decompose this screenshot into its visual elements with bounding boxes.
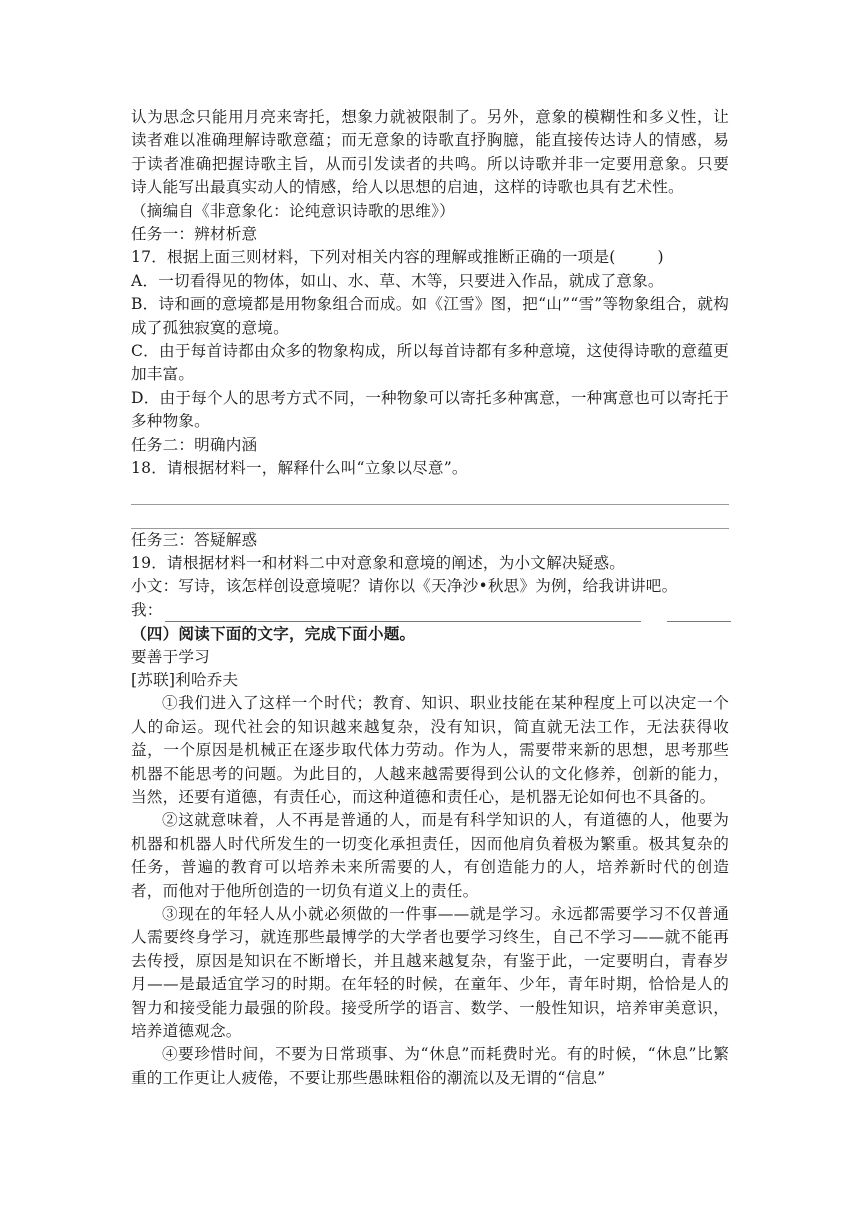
article-paragraph: ③现在的年轻人从小就必须做的一件事——就是学习。永远都需要学习不仅普通人需要终身学习，就连那些最博学的大学者也要学习终生，自己不学习——就不能再去传授，原因是知识在不断增长，并且越来越复杂，有鉴于此，一定要明白，青春岁月——是最适宜学习的时期。在年轻的时候，在童年、少年，青年时期，恰恰是人的智力和接受能力最强的阶段。接受所学的语言、数学、一般性知识，培养审美意识，培养道德观念。 bbox=[131, 905, 729, 1041]
document-page bbox=[131, 106, 729, 1090]
source-citation: （摘编自《非意象化：论纯意识诗歌的思维》） bbox=[131, 201, 455, 220]
question-18: 18．请根据材料一，解释什么叫“立象以尽意”。 bbox=[131, 459, 468, 478]
option-d: D．由于每个人的思考方式不同，一种物象可以寄托多种寓意，一种寓意也可以寄托于多种物象。 bbox=[131, 388, 729, 431]
answer-line[interactable] bbox=[131, 481, 729, 505]
article-paragraph: ④要珍惜时间，不要为日常琐事、为“休息”而耗费时光。有的时候，“休息”比繁重的工作更让人疲倦，不要让那些愚昧粗俗的潮流以及无谓的“信息” bbox=[131, 1045, 729, 1087]
answer-line[interactable] bbox=[667, 603, 731, 622]
article-author: [苏联]利哈乔夫 bbox=[131, 670, 239, 689]
me-answer-row bbox=[131, 599, 729, 622]
task1-title: 任务一：辨材析意 bbox=[131, 225, 258, 244]
q17-stem-close: ) bbox=[657, 248, 664, 267]
article-title: 要善于学习 bbox=[131, 647, 210, 666]
task2-title: 任务二：明确内涵 bbox=[131, 435, 258, 454]
section4-heading: （四）阅读下面的文字，完成下面小题。 bbox=[131, 624, 416, 644]
answer-line[interactable] bbox=[131, 505, 729, 529]
me-label: 我： bbox=[131, 600, 163, 619]
option-c: C．由于每首诗都由众多的物象构成，所以每首诗都有多种意境，这使得诗歌的意蕴更加丰富。 bbox=[131, 342, 729, 384]
article-paragraph: ②这就意味着，人不再是普通的人，而是有科学知识的人，有道德的人，他要为机器和机器人时代所发生的一切变化承担责任，因而他肩负着极为繁重。极其复杂的任务，普遍的教育可以培养未来所需要的人，有创造能力的人，培养新时代的创造者，而他对于他所创造的一切负有道义上的责任。 bbox=[131, 811, 729, 900]
answer-line[interactable] bbox=[165, 603, 641, 622]
question-17-stem bbox=[131, 246, 729, 269]
xiaowen-prompt: 小文：写诗，该怎样创设意境呢？请你以《天净沙•秋思》为例，给我讲讲吧。 bbox=[131, 577, 678, 596]
q17-stem-text: 17．根据上面三则材料，下列对相关内容的理解或推断正确的一项是( bbox=[131, 248, 616, 267]
option-a: A．一切看得见的物体，如山、水、草、木等，只要进入作品，就成了意象。 bbox=[131, 271, 664, 290]
question-19: 19．请根据材料一和材料二中对意象和意境的阐述，为小文解决疑惑。 bbox=[131, 553, 626, 572]
article-paragraph: ①我们进入了这样一个时代；教育、知识、职业技能在某种程度上可以决定一个人的命运。现代社会的知识越来越复杂，没有知识，简直就无法工作，无法获得收益，一个原因是机械正在逐步取代体力劳动。作为人，需要带来新的思想，思考那些机器不能思考的问题。为此目的，人越来越需要得到公认的文化修养，创新的能力，当然，还要有道德，有责任心，而这种道德和责任心，是机器无论如何也不具备的。 bbox=[131, 694, 729, 806]
task3-title: 任务三：答疑解惑 bbox=[131, 530, 258, 549]
passage-paragraph: 认为思念只能用月亮来寄托，想象力就被限制了。另外，意象的模糊性和多义性，让读者难以准确理解诗歌意蕴；而无意象的诗歌直抒胸臆，能直接传达诗人的情感，易于读者准确把握诗歌主旨，从而引发读者的共鸣。所以诗歌并非一定要用意象。只要诗人能写出最真实动人的情感，给人以思想的启迪，这样的诗歌也具有艺术性。 bbox=[131, 108, 729, 197]
option-b: B．诗和画的意境都是用物象组合而成。如《江雪》图，把“山”“雪”等物象组合，就构成了孤独寂寞的意境。 bbox=[131, 295, 729, 337]
